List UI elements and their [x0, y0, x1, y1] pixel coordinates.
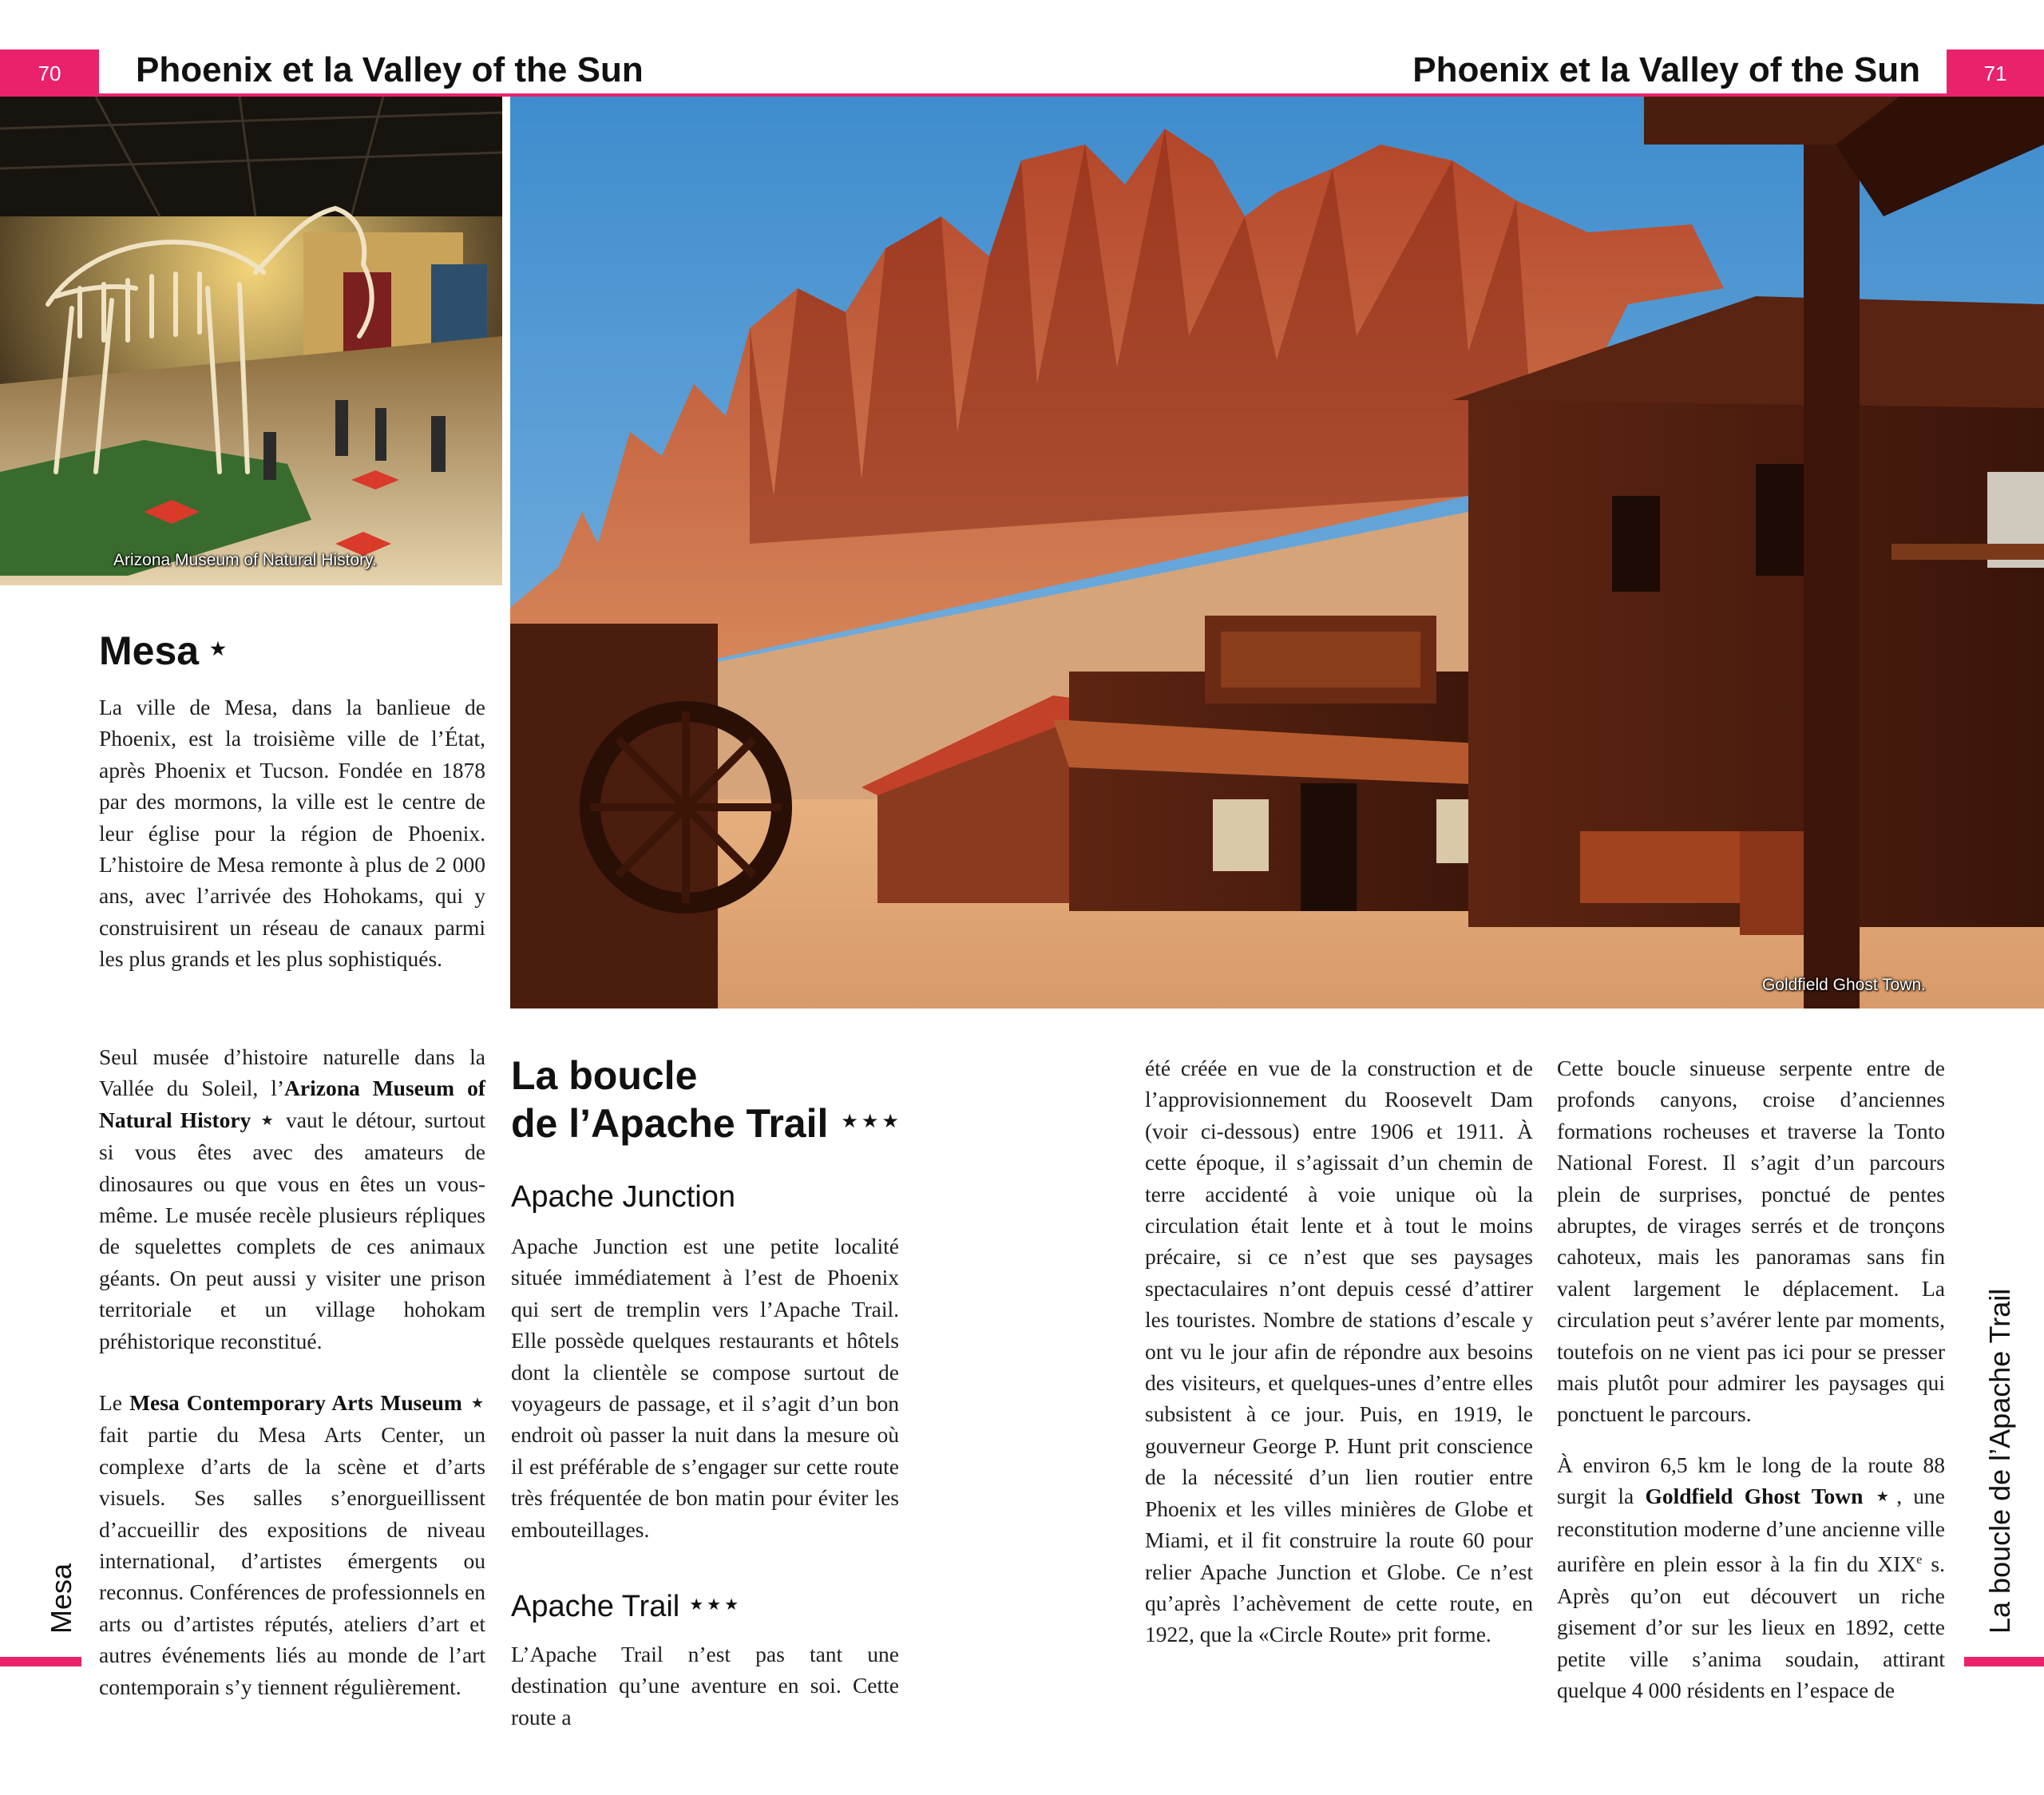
- goldfield-paragraph: À environ 6,5 km le long de la route 88 surgit la Goldfield Ghost Town ★, une reconstitution moderne d’une ancienne ville aurifère en plein essor à la fin du XIXe s. Après qu’on eut découvert un riche gisement d’or sur les lieux en 1892, cette petite ville s’anima soudain, attirant quelque 4 000 résidents en l’espace de: [1557, 1452, 1945, 1702]
- side-tab-bar-right: [1964, 1657, 2044, 1666]
- side-tab-mesa: Mesa: [45, 1563, 77, 1634]
- apache-title-stars: ★★★: [841, 1111, 902, 1132]
- apache-title-line2: de l’Apache Trail: [511, 1101, 829, 1146]
- mesa-heading: [99, 626, 228, 674]
- goldfield-photo-caption: Goldfield Ghost Town.: [1761, 976, 1926, 994]
- running-title-left: Phoenix et la Valley of the Sun: [136, 50, 644, 89]
- apache-loop-paragraph: Cette boucle sinueuse serpente entre de profonds canyons, croise d’anciennes formations rocheuses et traverse la Tonto National Forest. Il s’agit d’un parcours plein de surprises, ponctué de pentes abruptes, de virages serrés et de tronçons cahoteux, mais les panoramas sans fin valent largement le déplacement. La circulation peut s’avérer lente par moments, toutefois on ne vient pas ici pour se presser mais plutôt pour admirer les paysages qui ponctuent le parcours.: [1557, 1056, 1945, 1427]
- museum-photo: [0, 97, 502, 585]
- apache-trail-heading: [511, 1052, 902, 1147]
- goldfield-rating-star: ★: [1876, 1488, 1895, 1505]
- arts-museum-rating-star: ★: [470, 1395, 485, 1411]
- apache-trail-paragraph-start: L’Apache Trail n’est pas tant une destination qu’une aventure en soi. Cette route a: [511, 1642, 899, 1730]
- page-number-left: 70: [0, 50, 99, 97]
- mesa-intro-paragraph: La ville de Mesa, dans la banlieue de Phoenix, est la troisième ville de l’État, après Phoenix et Tucson. Fondée en 1878 par des mormons, la ville est le centre de leur église pour la région de Phoenix. L’histoire de Mesa remonte à plus de 2 000 ans, avec l’arrivée des Hohokams, qui y construisirent un réseau de canaux parmi les plus grands et les plus sophistiqués.: [99, 695, 485, 972]
- apache-trail-subheading: Apache Trail ★★★: [511, 1590, 743, 1623]
- mesa-title: Mesa: [99, 628, 200, 673]
- museum-rating-star: ★: [260, 1111, 276, 1128]
- apache-junction-paragraph: Apache Junction est une petite localité située immédiatement à l’est de Phoenix qui sert de tremplin vers l’Apache Trail. Elle possède quelques restaurants et hôtels dont la clientèle se compose surtout de voyageurs de passage, et il s’agit d’un bon endroit où passer la nuit dans la mesure où il est préférable de s’engager sur cette route très fréquentée de bon matin pour éviter les embouteillages.: [511, 1234, 899, 1542]
- museum-photo-caption: Arizona Museum of Natural History.: [113, 551, 377, 569]
- apache-title-line1: La boucle: [511, 1053, 698, 1098]
- mesa-museum-paragraph: Seul musée d’histoire naturelle dans la Vallée du Soleil, l’Arizona Museum of Natural History ★ vaut le détour, surtout si vous êtes avec des amateurs de dinosaures ou que vous en êtes un vous-même. Le musée recèle plusieurs répliques de squelettes complets de ces animaux géants. On peut aussi y visiter une prison territoriale et un village hohokam préhistorique reconstitué.: [99, 1044, 485, 1353]
- apache-trail-stars: ★★★: [689, 1596, 743, 1614]
- mesa-arts-paragraph: Le Mesa Contemporary Arts Museum ★ fait partie du Mesa Arts Center, un complexe d’arts de la scène et d’arts visuels. Ses salles s’enorgueillissent d’accueillir des expositions de niveau international, d’artistes émergents ou reconnus. Conférences de professionnels en arts ou d’artistes réputés, ateliers d’art et autres événements liés au monde de l’art contemporain s’y tiennent régulièrement.: [99, 1390, 485, 1699]
- arizona-museum-name: Arizona Museum of Natural History: [99, 1076, 485, 1132]
- side-tab-bar-left: [0, 1657, 81, 1666]
- goldfield-ghost-town-name: Goldfield Ghost Town: [1645, 1484, 1864, 1509]
- page-number-right: 71: [1947, 50, 2044, 97]
- mesa-rating-star: ★: [210, 639, 226, 659]
- apache-history-paragraph: été créée en vue de la construction et de l’approvisionnement du Roosevelt Dam (voir ci-dessous) entre 1906 et 1911. À cette époque, il s’agissait d’un chemin de terre accidenté à voie unique où la circulation était lente et à tout le moins précaire, si ce n’est que ses paysages spectaculaires n’ont depuis cessé d’attirer les touristes. Nombre de stations d’escale y ont vu le jour afin de répondre aux besoins des visiteurs, et quelques-unes d’entre elles subsistent à ce jour. Puis, en 1919, le gouverneur George P. Hunt prit conscience de la nécessité d’un lien routier entre Phoenix et les villes minières de Globe et Miami, et il fit construire la route 60 pour relier Apache Junction et Globe. Ce n’est qu’après l’achèvement de cette route, en 1922, que la «Circle Route» prit forme.: [1145, 1056, 1533, 1647]
- apache-junction-heading: Apache Junction: [511, 1180, 735, 1214]
- goldfield-photo: [510, 97, 2044, 1008]
- mesa-arts-museum-name: Mesa Contemporary Arts Museum: [129, 1390, 462, 1415]
- side-tab-apache-trail: La boucle de l’Apache Trail: [1983, 1288, 2016, 1634]
- running-title-right: Phoenix et la Valley of the Sun: [1412, 50, 1920, 89]
